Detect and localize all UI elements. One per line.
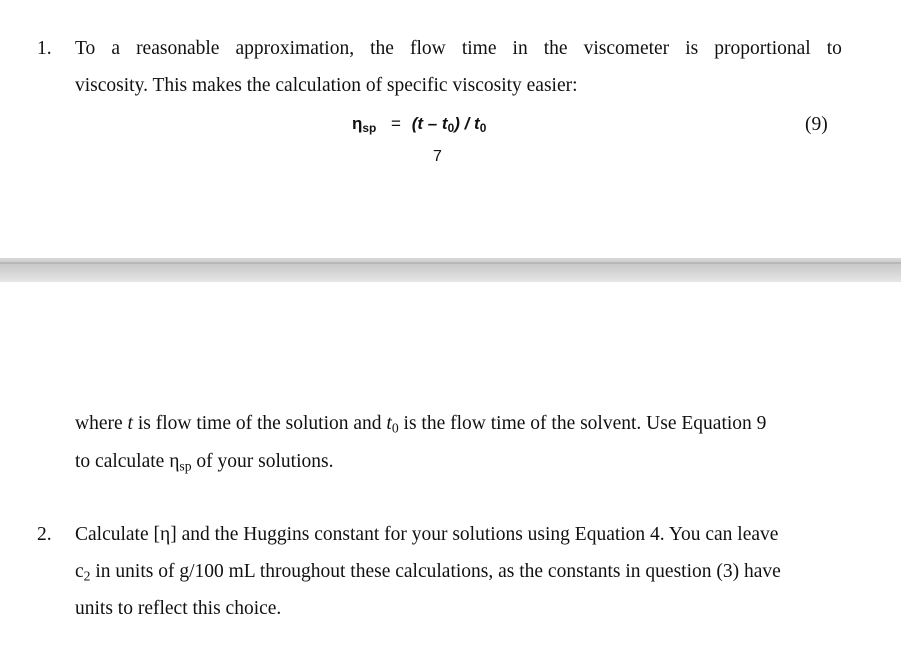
italic-t: t <box>127 413 133 434</box>
word: to <box>826 38 842 59</box>
text-segment: of your solutions. <box>191 451 334 472</box>
subscript-2: 2 <box>83 568 91 584</box>
subscript-sp: sp <box>179 458 192 474</box>
item2-line1: Calculate [η] and the Huggins constant for your solutions using Equation 4. You can leave <box>75 524 779 545</box>
continuation-line2 <box>75 450 333 474</box>
word: flow <box>410 38 446 59</box>
text-segment: where <box>75 413 128 434</box>
word: To <box>75 38 96 59</box>
word: the <box>543 38 568 59</box>
word: is <box>685 38 699 59</box>
italic-t0: t <box>386 413 392 434</box>
equals-sign: = <box>391 114 401 133</box>
page-number: 7 <box>433 148 442 165</box>
text-c: c <box>75 561 84 582</box>
eq-rhs-part2: ) / t <box>454 114 480 133</box>
continuation-line1 <box>75 412 766 436</box>
eq-rhs-sub2: 0 <box>479 120 487 135</box>
eta-symbol: η <box>352 114 363 133</box>
subscript-0: 0 <box>391 420 399 436</box>
word: a <box>111 38 121 59</box>
list-number-1: 1. <box>37 38 52 59</box>
eq-rhs-sub1: 0 <box>447 120 455 135</box>
word: viscometer <box>583 38 670 59</box>
word: time <box>461 38 497 59</box>
item1-line2: viscosity. This makes the calculation of specific viscosity easier: <box>75 75 578 96</box>
item2-line2 <box>75 560 781 584</box>
equation-number: (9) <box>805 114 828 135</box>
item2-line3: units to reflect this choice. <box>75 598 282 619</box>
word: approximation, <box>235 38 355 59</box>
item1-line1 <box>75 37 842 61</box>
word: proportional <box>714 38 811 59</box>
text-segment: to calculate η <box>75 451 180 472</box>
text-segment: is the flow time of the solvent. Use Equation 9 <box>398 413 767 434</box>
word: in <box>512 38 528 59</box>
text-segment: in units of g/100 mL throughout these calculations, as the constants in question (3) have <box>90 561 781 582</box>
equation-9 <box>352 113 486 135</box>
word: reasonable <box>136 38 220 59</box>
eq-rhs-part1: (t – t <box>411 114 448 133</box>
word: the <box>370 38 394 59</box>
page-break-separator <box>0 258 901 282</box>
list-number-2: 2. <box>37 524 52 545</box>
eta-subscript: sp <box>362 120 377 135</box>
text-segment: is flow time of the solution and <box>132 413 387 434</box>
page-top <box>0 0 901 258</box>
